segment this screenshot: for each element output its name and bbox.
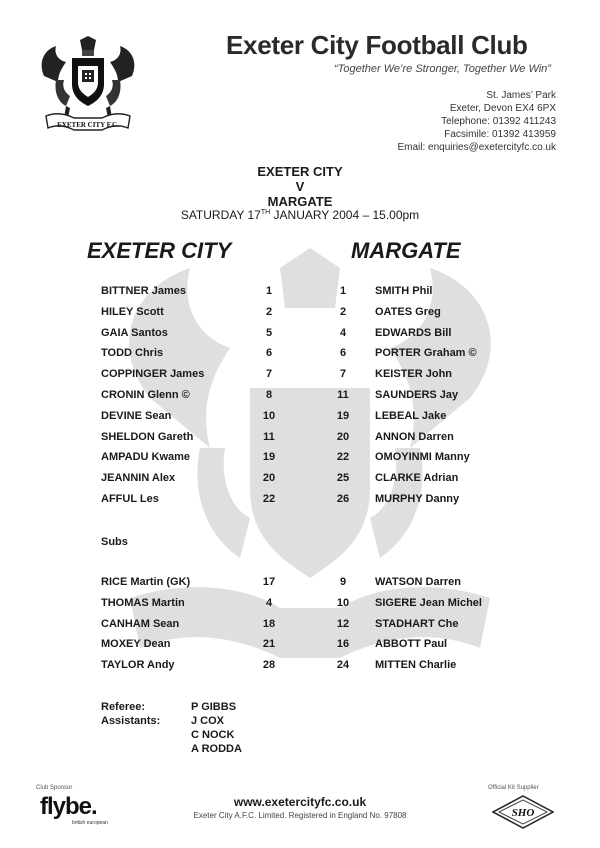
club-title: Exeter City Football Club xyxy=(226,30,528,60)
club-crest-icon xyxy=(36,36,140,132)
home-player-name: CRONIN Glenn © xyxy=(101,389,190,401)
footer-registration: Exeter City A.F.C. Limited. Registered in England No. 97808 xyxy=(193,811,407,820)
referee-label: Referee: xyxy=(101,701,146,713)
away-player-name: CLARKE Adrian xyxy=(375,472,459,485)
home-player-name: TAYLOR Andy xyxy=(101,659,175,672)
assistant-name: J COX xyxy=(191,715,225,727)
home-player-name: BITTNER James xyxy=(101,285,186,297)
home-player-name: AFFUL Les xyxy=(101,493,159,505)
away-player-name: KEISTER John xyxy=(375,368,453,381)
away-player-number: 2 xyxy=(339,305,347,318)
home-player-name: COPPINGER James xyxy=(101,368,205,381)
away-player-number: 19 xyxy=(336,409,350,422)
away-player-name: SMITH Phil xyxy=(375,285,433,297)
sho-logo-text: SHO xyxy=(511,807,535,819)
home-player-name: RICE Martin (GK) xyxy=(101,576,191,588)
address-line-city: Exeter, Devon EX4 6PX xyxy=(449,103,556,114)
match-date xyxy=(0,208,600,222)
home-player-number: 8 xyxy=(265,389,273,401)
away-player-number: 4 xyxy=(339,326,347,339)
home-player-number: 6 xyxy=(265,347,273,360)
home-team-heading: EXETER CITY xyxy=(87,238,232,263)
away-player-number: 26 xyxy=(336,493,350,505)
footer-website-link[interactable]: www.exetercityfc.co.uk xyxy=(233,795,367,809)
kit-supplier-label: Official Kit Supplier xyxy=(488,785,539,791)
assistants-label: Assistants: xyxy=(101,715,161,727)
home-player-name: MOXEY Dean xyxy=(101,638,171,651)
home-player-name: AMPADU Kwame xyxy=(101,451,191,464)
away-player-number: 7 xyxy=(339,368,347,381)
home-player-number: 21 xyxy=(262,638,276,651)
home-player-name: CANHAM Sean xyxy=(101,617,180,630)
address-email[interactable]: Email: enquiries@exetercityfc.co.uk xyxy=(397,142,556,153)
address-facsimile: Facsimile: 01392 413959 xyxy=(444,129,556,140)
match-date-ordinal: TH xyxy=(260,209,271,216)
away-player-number: 9 xyxy=(339,576,347,588)
assistant-name: A RODDA xyxy=(191,743,242,755)
sponsor-logo: flybe. xyxy=(40,793,97,820)
home-player-number: 22 xyxy=(262,493,276,505)
away-player-name: PORTER Graham © xyxy=(375,347,477,360)
away-player-number: 6 xyxy=(339,347,347,360)
referee-name: P GIBBS xyxy=(191,701,237,713)
away-player-number: 1 xyxy=(339,285,347,297)
away-player-number: 11 xyxy=(337,389,349,401)
away-player-name: SIGERE Jean Michel xyxy=(375,596,482,609)
home-player-number: 28 xyxy=(262,659,276,672)
home-player-number: 20 xyxy=(262,472,276,485)
away-player-name: LEBEAL Jake xyxy=(375,409,447,422)
home-player-name: GAIA Santos xyxy=(101,326,168,339)
home-player-name: HILEY Scott xyxy=(101,305,164,318)
home-player-number: 11 xyxy=(263,430,275,443)
home-player-name: THOMAS Martin xyxy=(101,596,185,609)
home-player-number: 1 xyxy=(265,285,273,297)
away-player-name: MITTEN Charlie xyxy=(375,659,457,672)
club-motto: “Together We’re Stronger, Together We Win” xyxy=(334,63,551,75)
match-versus: V xyxy=(295,179,305,194)
away-player-name: OATES Greg xyxy=(375,305,441,318)
sho-logo-icon xyxy=(492,795,554,829)
away-player-name: EDWARDS Bill xyxy=(375,326,452,339)
home-player-number: 19 xyxy=(262,451,276,464)
away-player-name: SAUNDERS Jay xyxy=(375,389,459,401)
match-date-suffix: JANUARY 2004 – 15.00pm xyxy=(270,208,420,222)
home-player-name: DEVINE Sean xyxy=(101,409,172,422)
home-player-name: SHELDON Gareth xyxy=(101,430,194,443)
subs-label: Subs xyxy=(101,536,128,548)
away-player-number: 24 xyxy=(336,659,350,672)
home-player-name: JEANNIN Alex xyxy=(101,472,176,485)
away-player-name: ANNON Darren xyxy=(375,430,454,443)
away-player-name: WATSON Darren xyxy=(375,576,461,588)
home-player-name: TODD Chris xyxy=(101,347,164,360)
match-date-prefix: SATURDAY 17 xyxy=(180,208,261,222)
home-player-number: 4 xyxy=(265,596,273,609)
address-line-ground: St. James’ Park xyxy=(486,90,556,101)
address-telephone: Telephone: 01392 411243 xyxy=(441,116,556,127)
away-player-number: 25 xyxy=(336,472,350,485)
away-player-name: MURPHY Danny xyxy=(375,493,460,505)
away-player-number: 16 xyxy=(336,638,350,651)
home-player-number: 5 xyxy=(265,326,273,339)
crest-scroll-text: EXETER CITY F.C. xyxy=(57,121,119,129)
match-home-team: EXETER CITY xyxy=(257,164,343,179)
away-player-number: 22 xyxy=(336,451,350,464)
home-player-number: 7 xyxy=(265,368,273,381)
assistant-name: C NOCK xyxy=(191,729,235,741)
away-player-number: 10 xyxy=(336,596,350,609)
away-team-heading: MARGATE xyxy=(351,238,461,263)
away-player-name: STADHART Che xyxy=(375,617,459,630)
away-player-name: OMOYINMI Manny xyxy=(375,451,470,464)
away-player-number: 12 xyxy=(336,617,350,630)
sponsor-subtext: british european xyxy=(72,820,108,826)
club-sponsor-label: Club Sponsor xyxy=(36,785,73,791)
away-player-number: 20 xyxy=(336,430,350,443)
home-player-number: 18 xyxy=(262,617,276,630)
home-player-number: 10 xyxy=(262,409,276,422)
home-player-number: 2 xyxy=(265,305,273,318)
home-player-number: 17 xyxy=(262,576,276,588)
match-away-team: MARGATE xyxy=(267,194,333,209)
away-player-name: ABBOTT Paul xyxy=(375,638,448,651)
